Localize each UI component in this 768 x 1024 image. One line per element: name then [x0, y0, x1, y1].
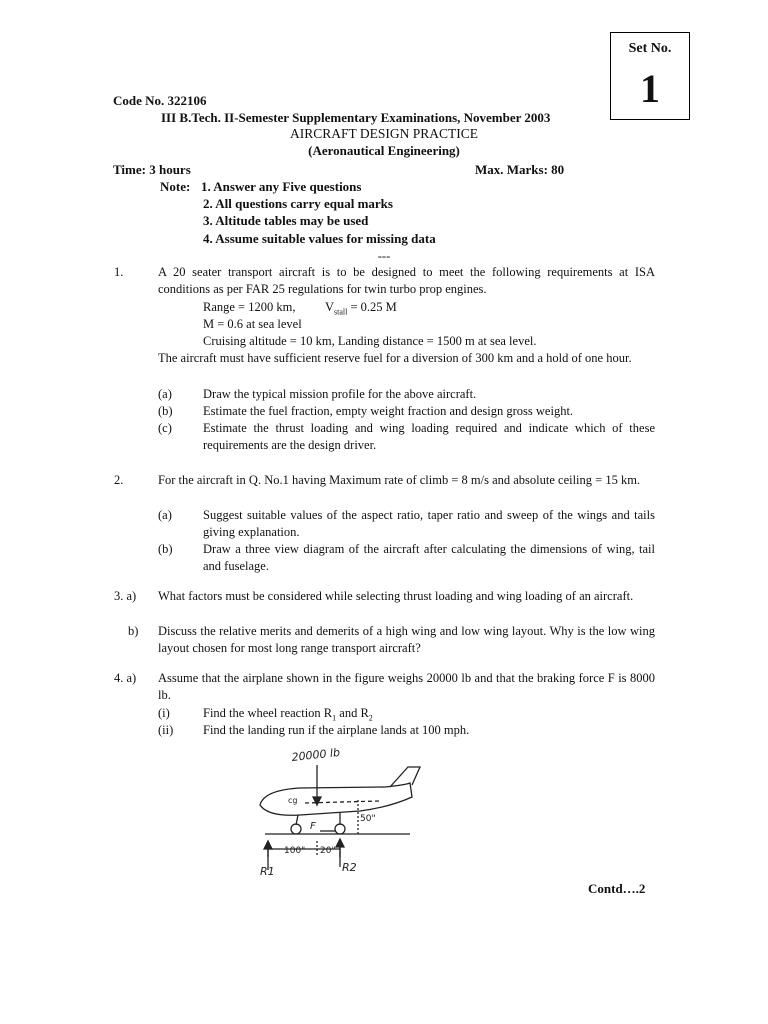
separator: --- — [377, 249, 391, 263]
distance-label: 100" — [284, 846, 306, 856]
cg-label: cg — [288, 796, 298, 805]
set-number: 1 — [640, 66, 660, 111]
note-item: 2. All questions carry equal marks — [203, 196, 393, 211]
q1-a: Draw the typical mission profile for the above aircraft. — [203, 387, 477, 401]
code-number: Code No. 322106 — [113, 93, 207, 108]
fuselage — [260, 783, 412, 815]
q1-reserve: The aircraft must have sufficient reserve fuel for a diversion of 300 km and a hold of one hour. — [158, 351, 632, 365]
q1-cruise: Cruising altitude = 10 km, Landing distance = 1500 m at sea level. — [203, 334, 537, 348]
main-wheel — [335, 824, 345, 834]
q2-a-label: (a) — [158, 508, 172, 522]
figure-weight-label: 20000 lb — [290, 745, 341, 764]
note-label: Note: — [160, 179, 191, 194]
q1-c: Estimate the thrust loading and wing loading required and indicate which of these requirements are the design driver. — [203, 421, 655, 452]
q4-i-label: (i) — [158, 706, 170, 720]
set-number-box — [610, 32, 690, 120]
q4-i: Find the wheel reaction $R_1$ and $R_2$ — [203, 706, 373, 723]
q1-c-label: (c) — [158, 421, 172, 435]
q2-b-label: (b) — [158, 542, 173, 556]
q1-mach: M = 0.6 at sea level — [203, 317, 302, 331]
marks-label: Max. Marks: 80 — [475, 162, 565, 177]
q3-a: What factors must be considered while selecting thrust loading and wing loading of an aircraft. — [158, 589, 634, 603]
nose-wheel — [291, 824, 301, 834]
subject-title: AIRCRAFT DESIGN PRACTICE — [289, 126, 479, 141]
q1-number: 1. — [114, 265, 124, 279]
r2-label: R2 — [342, 861, 357, 874]
q2-intro: For the aircraft in Q. No.1 having Maximum rate of climb = 8 m/s and absolute ceiling = 15 km. — [158, 473, 641, 487]
q4-number: 4. a) — [114, 671, 137, 685]
braking-force-label: F — [310, 821, 316, 832]
q4-ii-label: (ii) — [158, 723, 174, 737]
branch-title: (Aeronautical Engineering) — [308, 143, 460, 158]
q3-b: Discuss the relative merits and demerits of a high wing and low wing layout. Why is the low wing layout chosen for most long range transport aircraft? — [158, 624, 655, 655]
q2-number: 2. — [114, 473, 124, 487]
r1-label: R1 — [260, 865, 275, 878]
exam-title: III B.Tech. II-Semester Supplementary Examinations, November 2003 — [161, 110, 551, 125]
q1-vstall: $V_{stall} = 0.25$ M — [325, 300, 397, 317]
q1-a-label: (a) — [158, 387, 172, 401]
note-item: 4. Assume suitable values for missing data — [203, 231, 436, 246]
note-item: 3. Altitude tables may be used — [203, 213, 369, 228]
q1-b-label: (b) — [158, 404, 173, 418]
contd-label: Contd….2 — [588, 881, 646, 896]
q3-b-label: b) — [128, 624, 139, 638]
weight-arrow-head — [313, 797, 321, 805]
q3-number: 3. a) — [114, 589, 137, 603]
reaction-arrowhead — [264, 841, 272, 849]
airplane-figure — [240, 745, 440, 880]
q2-a: Suggest suitable values of the aspect ratio, taper ratio and sweep of the wings and tails giving explanation. — [203, 508, 655, 539]
q1-b: Estimate the fuel fraction, empty weight fraction and design gross weight. — [203, 404, 574, 418]
set-label: Set No. — [628, 41, 672, 56]
q1-range: Range = 1200 km, — [203, 300, 296, 314]
note-item: 1. Answer any Five questions — [201, 179, 362, 194]
q4-a: Assume that the airplane shown in the figure weighs 20000 lb and that the braking force F is 8000 lb. — [158, 671, 655, 702]
height-label: 50" — [360, 814, 376, 824]
reaction-arrowhead — [336, 839, 344, 847]
time-label: Time: 3 hours — [113, 162, 191, 177]
q4-ii: Find the landing run if the airplane lands at 100 mph. — [203, 723, 470, 737]
distance-label: 20" — [320, 846, 336, 856]
q2-b: Draw a three view diagram of the aircraft after calculating the dimensions of wing, tail and fuselage. — [203, 542, 655, 573]
q1-intro: A 20 seater transport aircraft is to be designed to meet the following requirements at ISA conditions as per FAR 25 regulations for twin turbo prop engines. — [158, 265, 655, 296]
